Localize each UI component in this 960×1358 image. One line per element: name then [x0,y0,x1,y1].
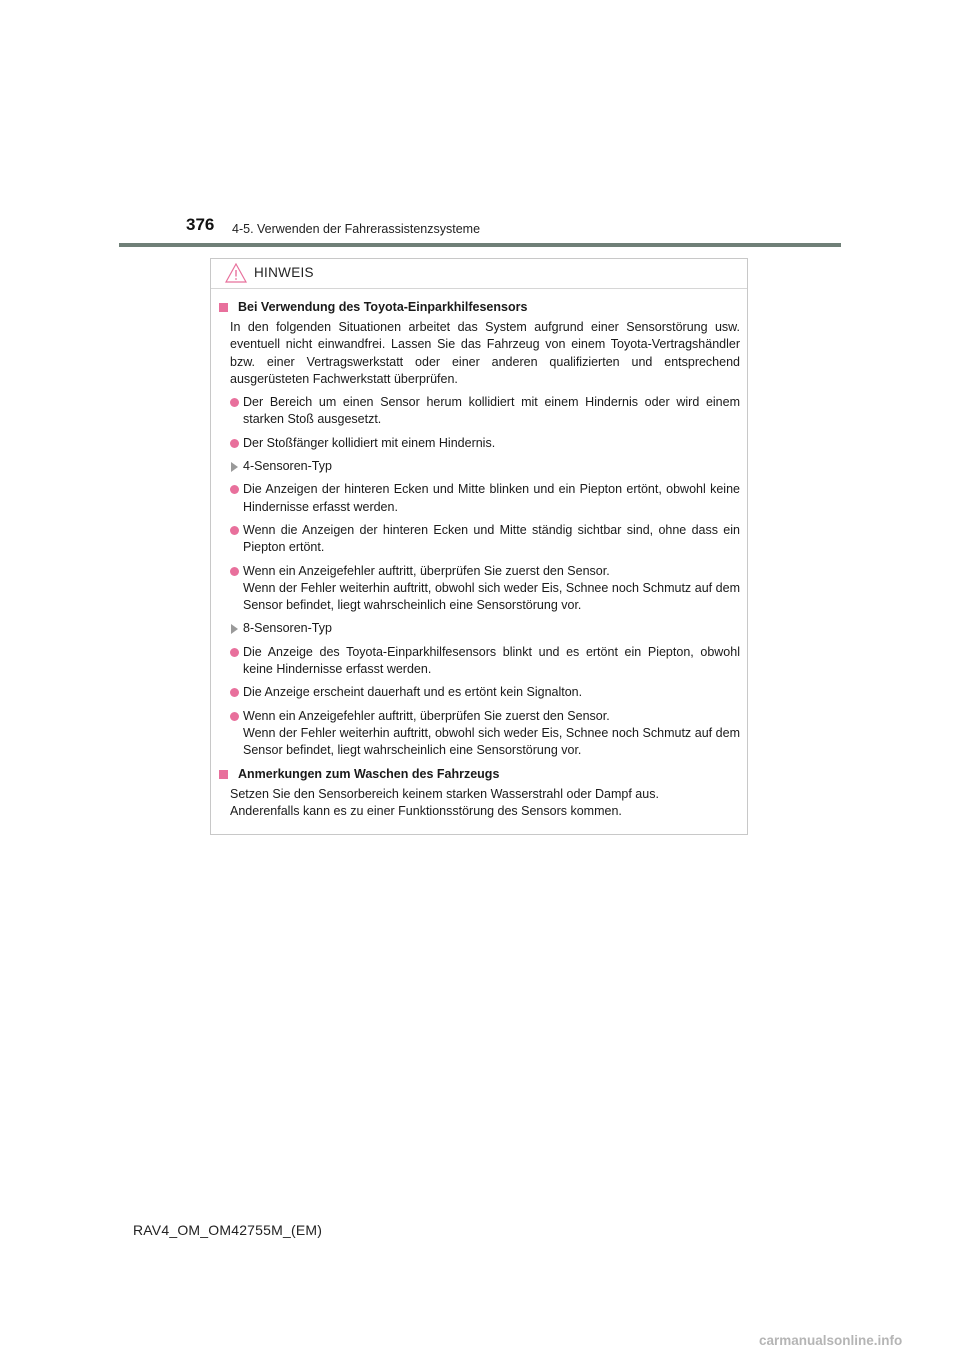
section-heading: Anmerkungen zum Waschen des Fahrzeugs [219,766,747,783]
circle-bullet-icon [230,648,239,657]
circle-bullet-icon [230,398,239,407]
list-item: Die Anzeigen der hinteren Ecken und Mitte blinken und ein Piepton ertönt, obwohl keine Hindernisse erfasst werden. [230,481,740,516]
notice-body [211,299,747,826]
circle-bullet-icon [230,688,239,697]
document-code: RAV4_OM_OM42755M_(EM) [133,1222,323,1238]
paragraph: Setzen Sie den Sensorbereich keinem starken Wasserstrahl oder Dampf aus. Anderenfalls kann es zu einer Funktionsstörung des Sensors kommen. [230,786,659,818]
watermark: carmanualsonline.info [759,1333,903,1348]
notice-label: HINWEIS [254,265,314,280]
circle-bullet-icon [230,526,239,535]
list-item: Wenn die Anzeigen der hinteren Ecken und Mitte ständig sichtbar sind, ohne dass ein Piepton ertönt. [230,522,740,557]
list-item: Der Stoßfänger kollidiert mit einem Hindernis. [230,435,740,452]
list-item: Die Anzeige erscheint dauerhaft und es ertönt kein Signalton. [230,684,740,701]
list-item: Wenn ein Anzeigefehler auftritt, überprüfen Sie zuerst den Sensor. Wenn der Fehler weiterhin auftritt, obwohl sich weder Eis, Schnee noch Schmutz auf dem Sensor befindet, liegt wahrscheinlich eine Sensorstörung vor. [230,708,740,760]
square-bullet-icon [219,303,228,312]
page-number: 376 [186,215,215,234]
subtype-label: 4-Sensoren-Typ [230,458,747,475]
circle-bullet-icon [230,439,239,448]
notice-box [210,258,748,835]
triangle-arrow-icon [231,624,238,634]
intro-paragraph: In den folgenden Situationen arbeitet das System aufgrund einer Sensorstörung usw. eventuell nicht einwandfrei. Lassen Sie das Fahrzeug von einem Toyota-Vertragshändler bzw. einer Vertragswerkstatt oder einer anderen qualifizierten und entsprechend ausgerüsteten Fachwerkstatt überprüfen. [230,320,740,386]
section-heading: Bei Verwendung des Toyota-Einparkhilfesensors [219,299,747,316]
list-item: Die Anzeige des Toyota-Einparkhilfesensors blinkt und es ertönt ein Piepton, obwohl keine Hindernisse erfasst werden. [230,644,740,679]
list-item: Der Bereich um einen Sensor herum kollidiert mit einem Hindernis oder wird einem starken Stoß ausgesetzt. [230,394,740,429]
section-title: 4-5. Verwenden der Fahrerassistenzsysteme [232,222,481,236]
circle-bullet-icon [230,567,239,576]
subtype-label: 8-Sensoren-Typ [230,620,747,637]
triangle-arrow-icon [231,462,238,472]
header-rule [119,243,841,247]
circle-bullet-icon [230,485,239,494]
notice-header [211,259,747,289]
list-item: Wenn ein Anzeigefehler auftritt, überprüfen Sie zuerst den Sensor. Wenn der Fehler weiterhin auftritt, obwohl sich weder Eis, Schnee noch Schmutz auf dem Sensor befindet, liegt wahrscheinlich eine Sensorstörung vor. [230,563,740,615]
square-bullet-icon [219,770,228,779]
circle-bullet-icon [230,712,239,721]
warning-triangle-icon [225,263,247,283]
